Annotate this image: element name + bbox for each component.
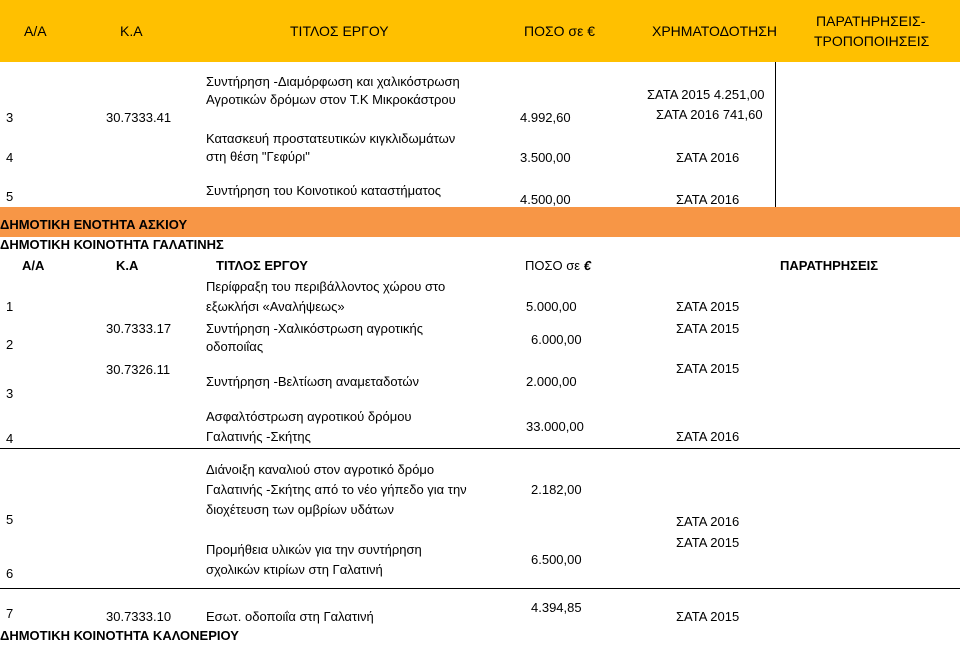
community-title: ΔΗΜΟΤΙΚΗ ΚΟΙΝΟΤΗΤΑ ΓΑΛΑΤΙΝΗΣ [0,237,224,252]
row-title-line: διοχέτευση των ομβρίων υδάτων [206,502,394,517]
row-title-line: Προμήθεια υλικών για την συντήρηση [206,542,422,557]
euro-sign: € [582,258,593,273]
municipal-unit-band [0,207,960,237]
row-number: 3 [6,386,14,401]
row-title-line: Γαλατινής -Σκήτης από το νέο γήπεδο για την [206,482,467,497]
header-aa: Α/Α [24,23,47,39]
row-amount: 5.000,00 [526,299,577,314]
row-title-line: οδοποιΐας [206,339,264,354]
row-divider [0,448,960,449]
row-funding: ΣΑΤΑ 2016 [676,514,740,529]
column-divider [775,62,776,207]
row-amount: 4.394,85 [531,600,582,615]
row-divider [0,588,960,589]
row-title-line: Συντήρηση -Χαλικόστρωση αγροτικής [206,321,424,336]
row-funding: ΣΑΤΑ 2015 [676,299,740,314]
row-funding: ΣΑΤΑ 2015 [676,361,740,376]
row-number: 4 [6,431,14,446]
row-number: 2 [6,337,14,352]
row-number: 5 [6,189,14,204]
header-funding: ΧΡΗΜΑΤΟΔΟΤΗΣΗ [652,23,778,39]
row-funding-line: ΣΑΤΑ 2015 4.251,00 [647,87,765,102]
row-title-line: σχολικών κτιρίων στη Γαλατινή [206,562,383,577]
header-remarks-line2: ΤΡΟΠΟΠΟΙΗΣΕΙΣ [814,33,930,49]
row-funding: ΣΑΤΑ 2016 [676,192,740,207]
row-amount: 6.000,00 [531,332,582,347]
header-remarks: ΠΑΡΑΤΗΡΗΣΕΙΣ [780,258,879,273]
row-title-line: Ασφαλτόστρωση αγροτικού δρόμου [206,409,412,424]
community-title: ΔΗΜΟΤΙΚΗ ΚΟΙΝΟΤΗΤΑ ΚΑΛΟΝΕΡΙΟΥ [0,628,239,643]
row-title-line: εξωκλήσι «Αναλήψεως» [206,299,345,314]
row-funding: ΣΑΤΑ 2016 [676,150,740,165]
row-amount: 3.500,00 [520,150,571,165]
row-title-line: Αγροτικών δρόμων στον Τ.Κ Μικροκάστρου [206,92,456,107]
header-aa: Α/Α [22,258,45,273]
row-title-line: Διάνοιξη καναλιού στον αγροτικό δρόμο [206,462,435,477]
header-amount: ΠΟΣΟ σε € [525,258,593,273]
row-funding: ΣΑΤΑ 2015 [676,535,740,550]
row-amount: 6.500,00 [531,552,582,567]
row-funding: ΣΑΤΑ 2016 [676,429,740,444]
row-amount: 2.182,00 [531,482,582,497]
header-ka: Κ.Α [116,258,139,273]
row-amount: 4.500,00 [520,192,571,207]
header-ka: Κ.Α [120,23,143,39]
row-number: 5 [6,512,14,527]
row-funding: ΣΑΤΑ 2015 [676,321,740,336]
row-title: Συντήρηση -Βελτίωση αναμεταδοτών [206,374,420,389]
row-title: Εσωτ. οδοποιΐα στη Γαλατινή [206,609,374,624]
row-ka: 30.7333.10 [106,609,172,624]
row-ka: 30.7333.41 [106,110,172,125]
row-number: 6 [6,566,14,581]
row-title-line: Συντήρηση -Διαμόρφωση και χαλικόστρωση [206,74,460,89]
row-number: 7 [6,606,14,621]
row-title-line: Κατασκευή προστατευτικών κιγκλιδωμάτων [206,131,456,146]
row-funding: ΣΑΤΑ 2015 [676,609,740,624]
header-title: ΤΙΤΛΟΣ ΕΡΓΟΥ [216,258,308,273]
row-number: 3 [6,110,14,125]
row-amount: 33.000,00 [526,419,584,434]
header-title: ΤΙΤΛΟΣ ΕΡΓΟΥ [290,23,389,39]
table-header [0,0,960,62]
row-title: Συντήρηση του Κοινοτικού καταστήματος [206,183,442,198]
row-number: 4 [6,150,14,165]
row-title-line: Γαλατινής -Σκήτης [206,429,311,444]
row-ka: 30.7333.17 [106,321,172,336]
header-remarks-line1: ΠΑΡΑΤΗΡΗΣΕΙΣ- [816,13,926,29]
row-funding-line: ΣΑΤΑ 2016 741,60 [656,107,763,122]
municipal-unit-title: ΔΗΜΟΤΙΚΗ ΕΝΟΤΗΤΑ ΑΣΚΙΟΥ [0,217,188,232]
header-amount: ΠΟΣΟ σε € [524,23,595,39]
row-title-line: στη θέση "Γεφύρι" [206,149,310,164]
row-ka: 30.7326.11 [106,362,171,377]
row-number: 1 [6,299,14,314]
row-amount: 2.000,00 [526,374,577,389]
row-amount: 4.992,60 [520,110,571,125]
row-title-line: Περίφραξη του περιβάλλοντος χώρου στο [206,279,446,294]
